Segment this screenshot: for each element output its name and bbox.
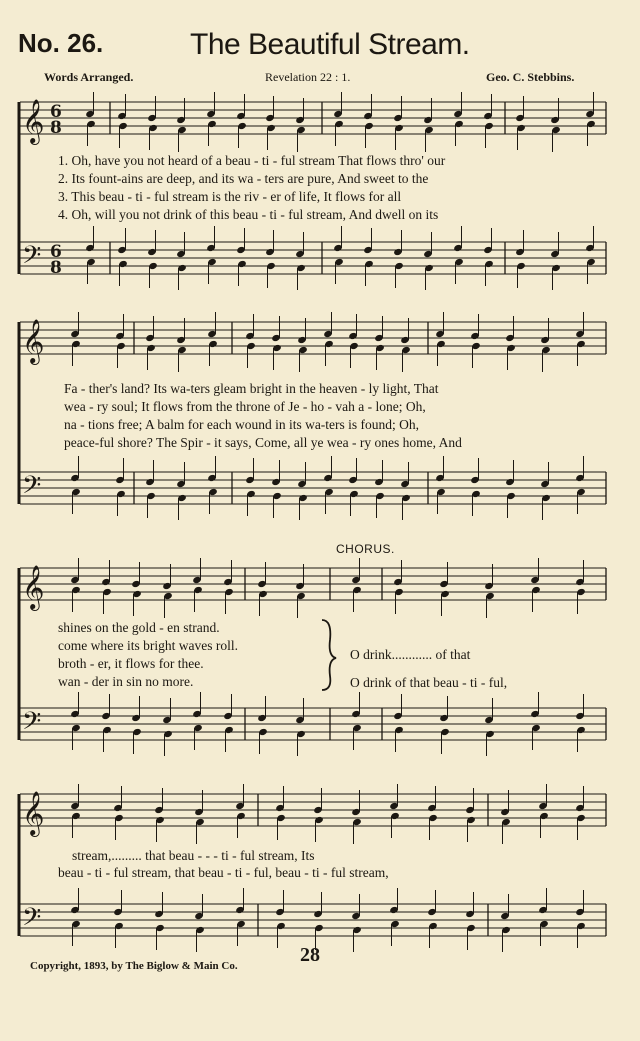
page-number: 28 [300,944,320,966]
chorus-label: CHORUS. [336,542,395,556]
scripture-reference: Revelation 22 : 1. [265,70,351,84]
treble-clef-icon: 𝄞 [22,99,45,143]
time-signature: 6 [50,102,62,122]
chorus-line-1: O drink............ of that [350,647,471,662]
verse-line-3: na - tions free; A balm for each wound in its wa-ters is found; Oh, [64,417,420,432]
verse-line-1: Fa - ther's land? Its wa-ters gleam bright in the heaven - ly light, That [64,381,439,396]
verse-line-3: 3. This beau - ti - ful stream is the riv - er of life, It flows for all [58,189,402,204]
chorus-brace [322,620,336,690]
verse-line-3: broth - er, it flows for thee. [58,656,204,671]
composer-credit: Geo. C. Stebbins. [486,70,575,84]
verse-line-1: shines on the gold - en strand. [58,620,220,635]
copyright-notice: Copyright, 1893, by The Biglow & Main Co. [30,960,238,972]
verse-line-2: 2. Its fount-ains are deep, and its wa - ters are pure, And sweet to the [58,171,429,186]
verse-line-2: come where its bright waves roll. [58,638,238,653]
time-signature: 8 [50,118,62,138]
verse-line-4: 4. Oh, will you not drink of this beau - ti - ful stream, And dwell on its [58,207,439,222]
treble-clef-icon: 𝄞 [22,791,45,835]
verse-line-4: wan - der in sin no more. [58,674,194,689]
bass-clef-icon: 𝄢 [22,241,42,276]
verse-line-4: peace-ful shore? The Spir - it says, Come, all ye wea - ry ones home, And [64,435,462,450]
hymn-title: The Beautiful Stream. [190,28,470,61]
treble-clef-icon: 𝄞 [22,565,45,609]
treble-clef-icon: 𝄞 [22,319,45,363]
bass-clef-icon: 𝄢 [22,707,42,742]
time-signature: 8 [50,258,62,278]
chorus-line-2: beau - ti - ful stream, that beau - ti - ful, beau - ti - ful stream, [58,865,389,880]
bass-clef-icon: 𝄢 [22,471,42,506]
verse-line-2: wea - ry soul; It flows from the throne of Je - ho - vah a - lone; Oh, [64,399,426,414]
chorus-line-1: stream,......... that beau - - - ti - ful stream, Its [72,848,315,863]
chorus-line-2: O drink of that beau - ti - ful, [350,675,508,690]
hymn-number: No. 26. [18,28,104,58]
time-signature: 6 [50,242,62,262]
bass-clef-icon: 𝄢 [22,903,42,938]
verse-line-1: 1. Oh, have you not heard of a beau - ti - ful stream That flows thro' our [58,153,446,168]
words-credit: Words Arranged. [44,70,134,84]
